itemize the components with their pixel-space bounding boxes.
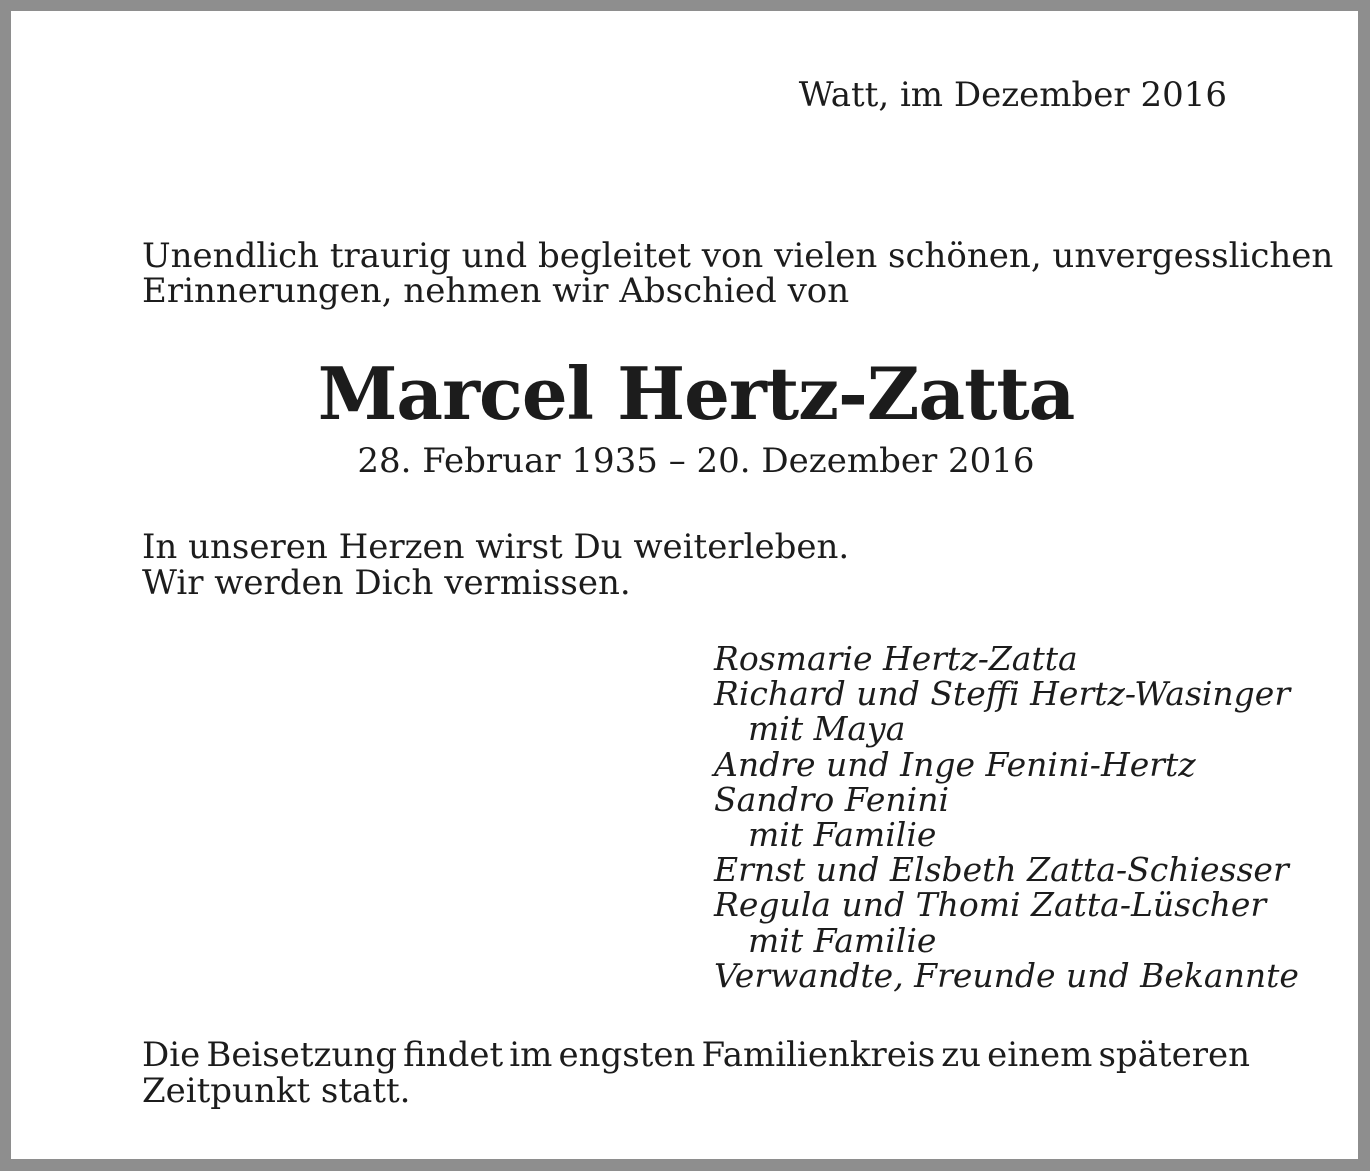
mourner-entry: Verwandte, Freunde und Bekannte	[714, 955, 1299, 995]
motto-line: Wir werden Dich vermissen.	[142, 563, 631, 603]
notice-line: Zeitpunkt statt.	[142, 1071, 411, 1111]
mourner-entry: Ernst und Elsbeth Zatta-Schiesser	[714, 850, 1289, 890]
notice-word: findet	[403, 1035, 504, 1075]
notice-word: späteren	[1098, 1035, 1250, 1075]
notice-line-justified	[142, 1037, 1250, 1073]
mourner-entry: Rosmarie Hertz-Zatta	[714, 639, 1078, 678]
notice-word: Die	[142, 1035, 201, 1075]
mourner-entry: Andre und Inge Fenini-Hertz	[714, 744, 1196, 784]
funeral-notice	[142, 1037, 1250, 1109]
notice-word: einem	[987, 1035, 1093, 1075]
mourner-entry-sub: mit Familie	[748, 815, 937, 855]
mourner-entry-sub: mit Familie	[748, 920, 937, 960]
notice-word: Familienkreis	[701, 1035, 936, 1075]
mourner-entry-sub: mit Maya	[748, 709, 906, 749]
notice-word: im	[509, 1035, 553, 1075]
intro-line: Unendlich traurig und begleitet von vielen schönen, unvergesslichen	[142, 236, 1334, 276]
intro-line: Erinnerungen, nehmen wir Abschied von	[142, 271, 850, 311]
notice-word: Beisetzung	[206, 1035, 398, 1075]
notice-word: engsten	[558, 1035, 696, 1075]
place-date: Watt, im Dezember 2016	[798, 75, 1227, 115]
motto-text	[142, 529, 849, 601]
mourner-entry: Regula und Thomi Zatta-Lüscher	[714, 885, 1267, 925]
deceased-name: Marcel Hertz-Zatta	[317, 351, 1075, 436]
intro-text	[142, 236, 1334, 311]
motto-line: In unseren Herzen wirst Du weiterleben.	[142, 527, 850, 567]
notice-word: zu	[941, 1035, 982, 1075]
mourner-entry: Sandro Fenini	[714, 779, 950, 819]
mourner-entry: Richard und Steffi Hertz-Wasinger	[714, 674, 1291, 714]
life-dates: 28. Februar 1935 – 20. Dezember 2016	[357, 441, 1035, 481]
mourners-list	[714, 641, 1299, 993]
